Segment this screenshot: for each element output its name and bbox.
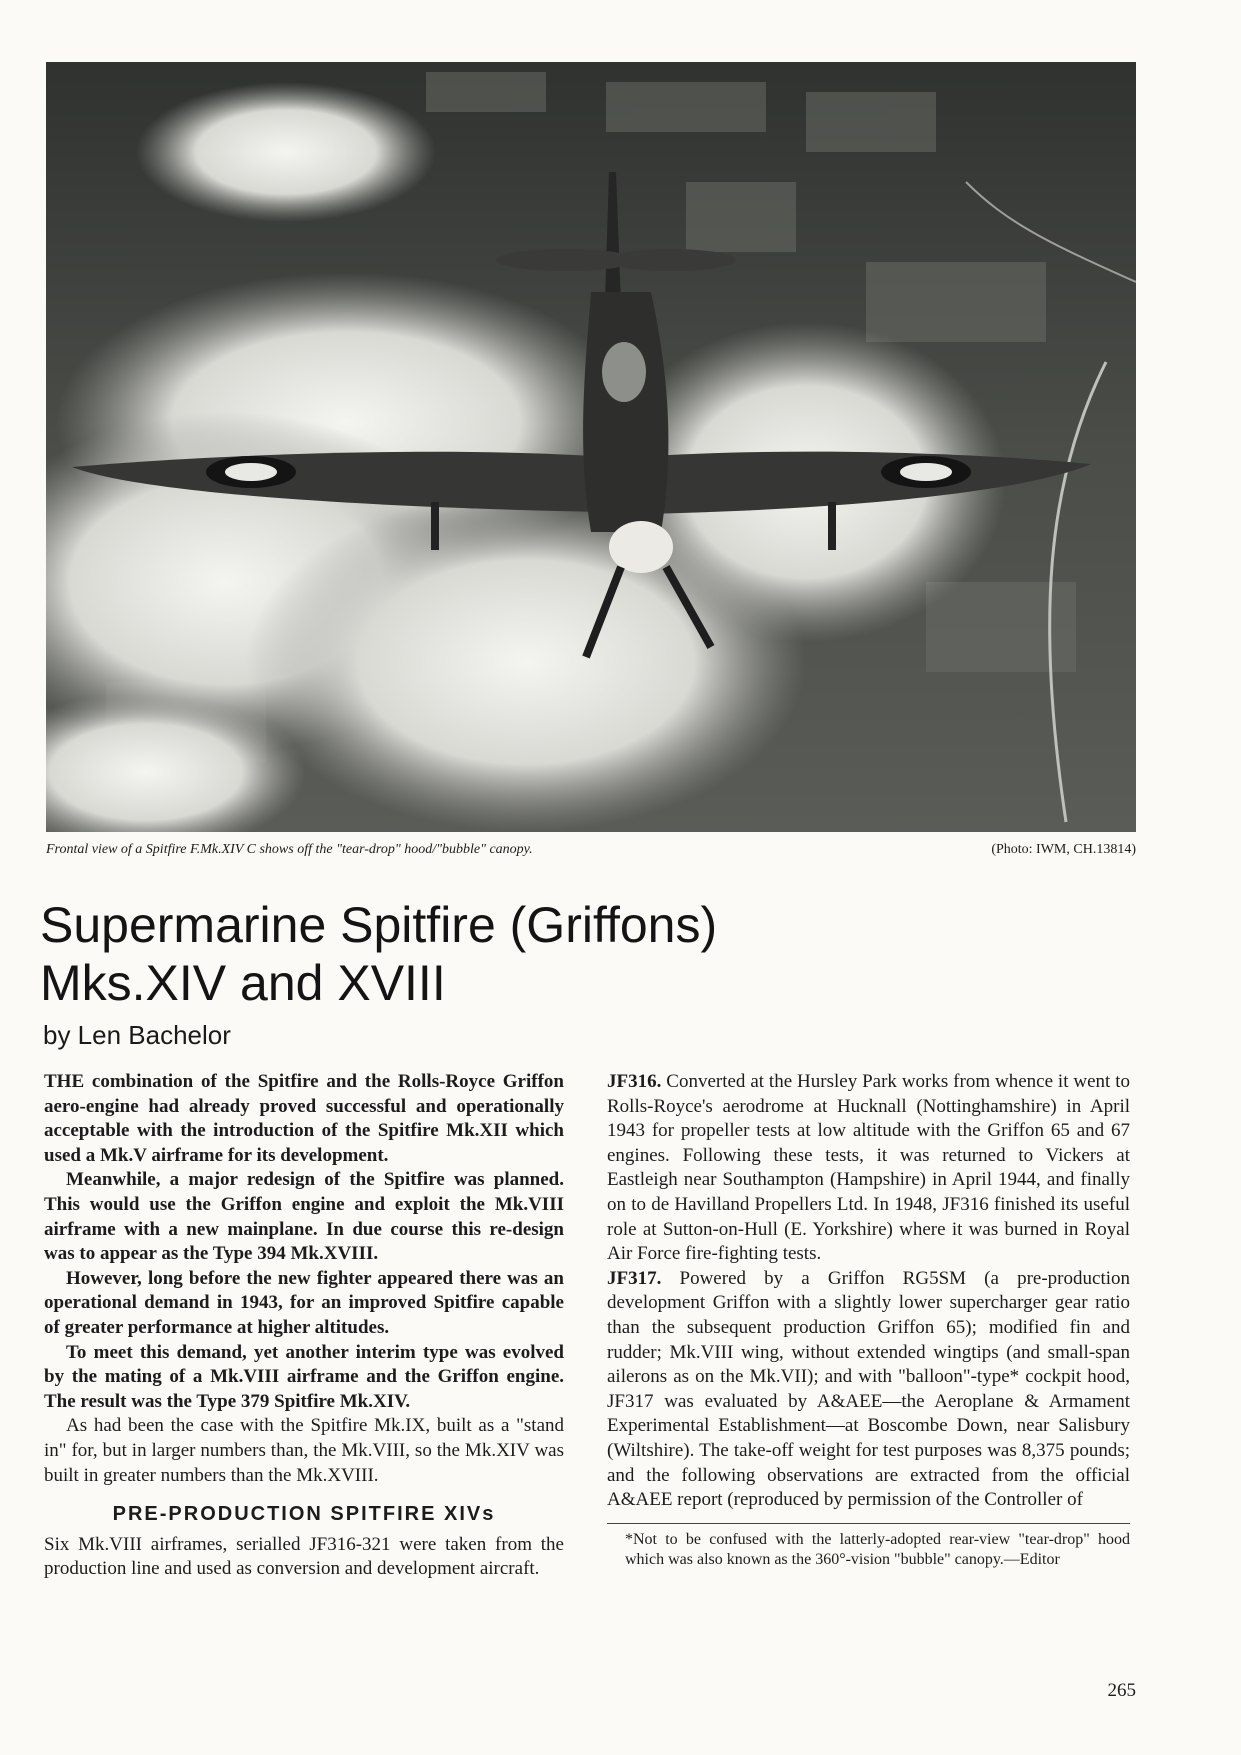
title-line-2: Mks.XIV and XVIII: [40, 955, 446, 1011]
entry-text: Converted at the Hursley Park works from whence it went to Rolls-Royce's aerodrome at Hucknall (Nottinghamshire) in April 1943 for propeller tests at low altitude with the Griffon 65 and 67 engines. Following these tests, it was returned to Vickers at Eastleigh near Southampton (Hampshire) in April 1944, and finally on to de Havilland Propellers Ltd. In 1948, JF316 finished its useful role at Sutton-on-Hull (E. Yorkshire) where it was burned in Royal Air Force fire-fighting tests.: [607, 1071, 1131, 1265]
right-column: [607, 1070, 1130, 1570]
photo-caption: Frontal view of a Spitfire F.Mk.XIV C shows off the "tear-drop" hood/"bubble" canopy.: [46, 842, 533, 857]
title-line-1: Supermarine Spitfire (Griffons): [40, 897, 718, 953]
article-title: [40, 896, 1140, 1012]
serial-label: JF317.: [607, 1267, 662, 1289]
paragraph: Meanwhile, a major redesign of the Spitfire was planned. This would use the Griffon engine and exploit the Mk.VIII airframe with a new mainplane. In due course this re-design was to appear as the Type 394 Mk.XVIII.: [44, 1169, 564, 1265]
paragraph: However, long before the new fighter appeared there was an operational demand in 1943, for an improved Spitfire capable of greater performance at higher altitudes.: [44, 1267, 564, 1338]
byline: by Len Bachelor: [43, 1020, 231, 1050]
entry-jf316: [607, 1070, 1130, 1267]
paragraph: THE combination of the Spitfire and the Rolls-Royce Griffon aero-engine had already proved successful and operationally acceptable with the introduction of the Spitfire Mk.XII which used a Mk.V airframe for its development.: [44, 1071, 564, 1166]
spitfire-photo: [46, 62, 1136, 832]
photo-credit: (Photo: IWM, CH.13814): [991, 842, 1136, 857]
entry-text: Powered by a Griffon RG5SM (a pre-production development Griffon with a slightly lower supercharger gear ratio than the subsequent production Griffon 65); modified fin and rudder; Mk.VIII wing, without extended wingtips (and small-span ailerons as on the Mk.VII); and with "balloon"-type* cockpit hood, JF317 was evaluated by A&AEE—the Aeroplane & Armament Experimental Establishment—at Boscombe Down, near Salisbury (Wiltshire). The take-off weight for test purposes was 8,375 pounds; and the following observations are extracted from the official A&AEE report (reproduced by permission of the Controller of: [607, 1267, 1130, 1511]
left-column: [44, 1070, 564, 1582]
page-number: 265: [1107, 1680, 1136, 1701]
spitfire-aerial-image: [46, 62, 1136, 832]
paragraph: To meet this demand, yet another interim type was evolved by the mating of a Mk.VIII airframe and the Griffon engine. The result was the Type 379 Spitfire Mk.XIV.: [44, 1341, 564, 1412]
entry-jf317: [607, 1267, 1130, 1513]
paragraph: As had been the case with the Spitfire Mk.IX, built as a "stand in" for, but in larger numbers than, the Mk.VIII, so the Mk.XIV was built in greater numbers than the Mk.XVIII.: [44, 1415, 564, 1486]
photo-caption-row: [46, 842, 1136, 864]
footnote: *Not to be confused with the latterly-adopted rear-view "tear-drop" hood which was also known as the 360°-vision "bubble" canopy.—Editor: [607, 1523, 1130, 1570]
serial-label: JF316.: [607, 1071, 662, 1092]
paragraph: Six Mk.VIII airframes, serialled JF316-321 were taken from the production line and used as conversion and development aircraft.: [44, 1533, 564, 1580]
section-heading: PRE-PRODUCTION SPITFIRE XIVs: [112, 1503, 496, 1526]
